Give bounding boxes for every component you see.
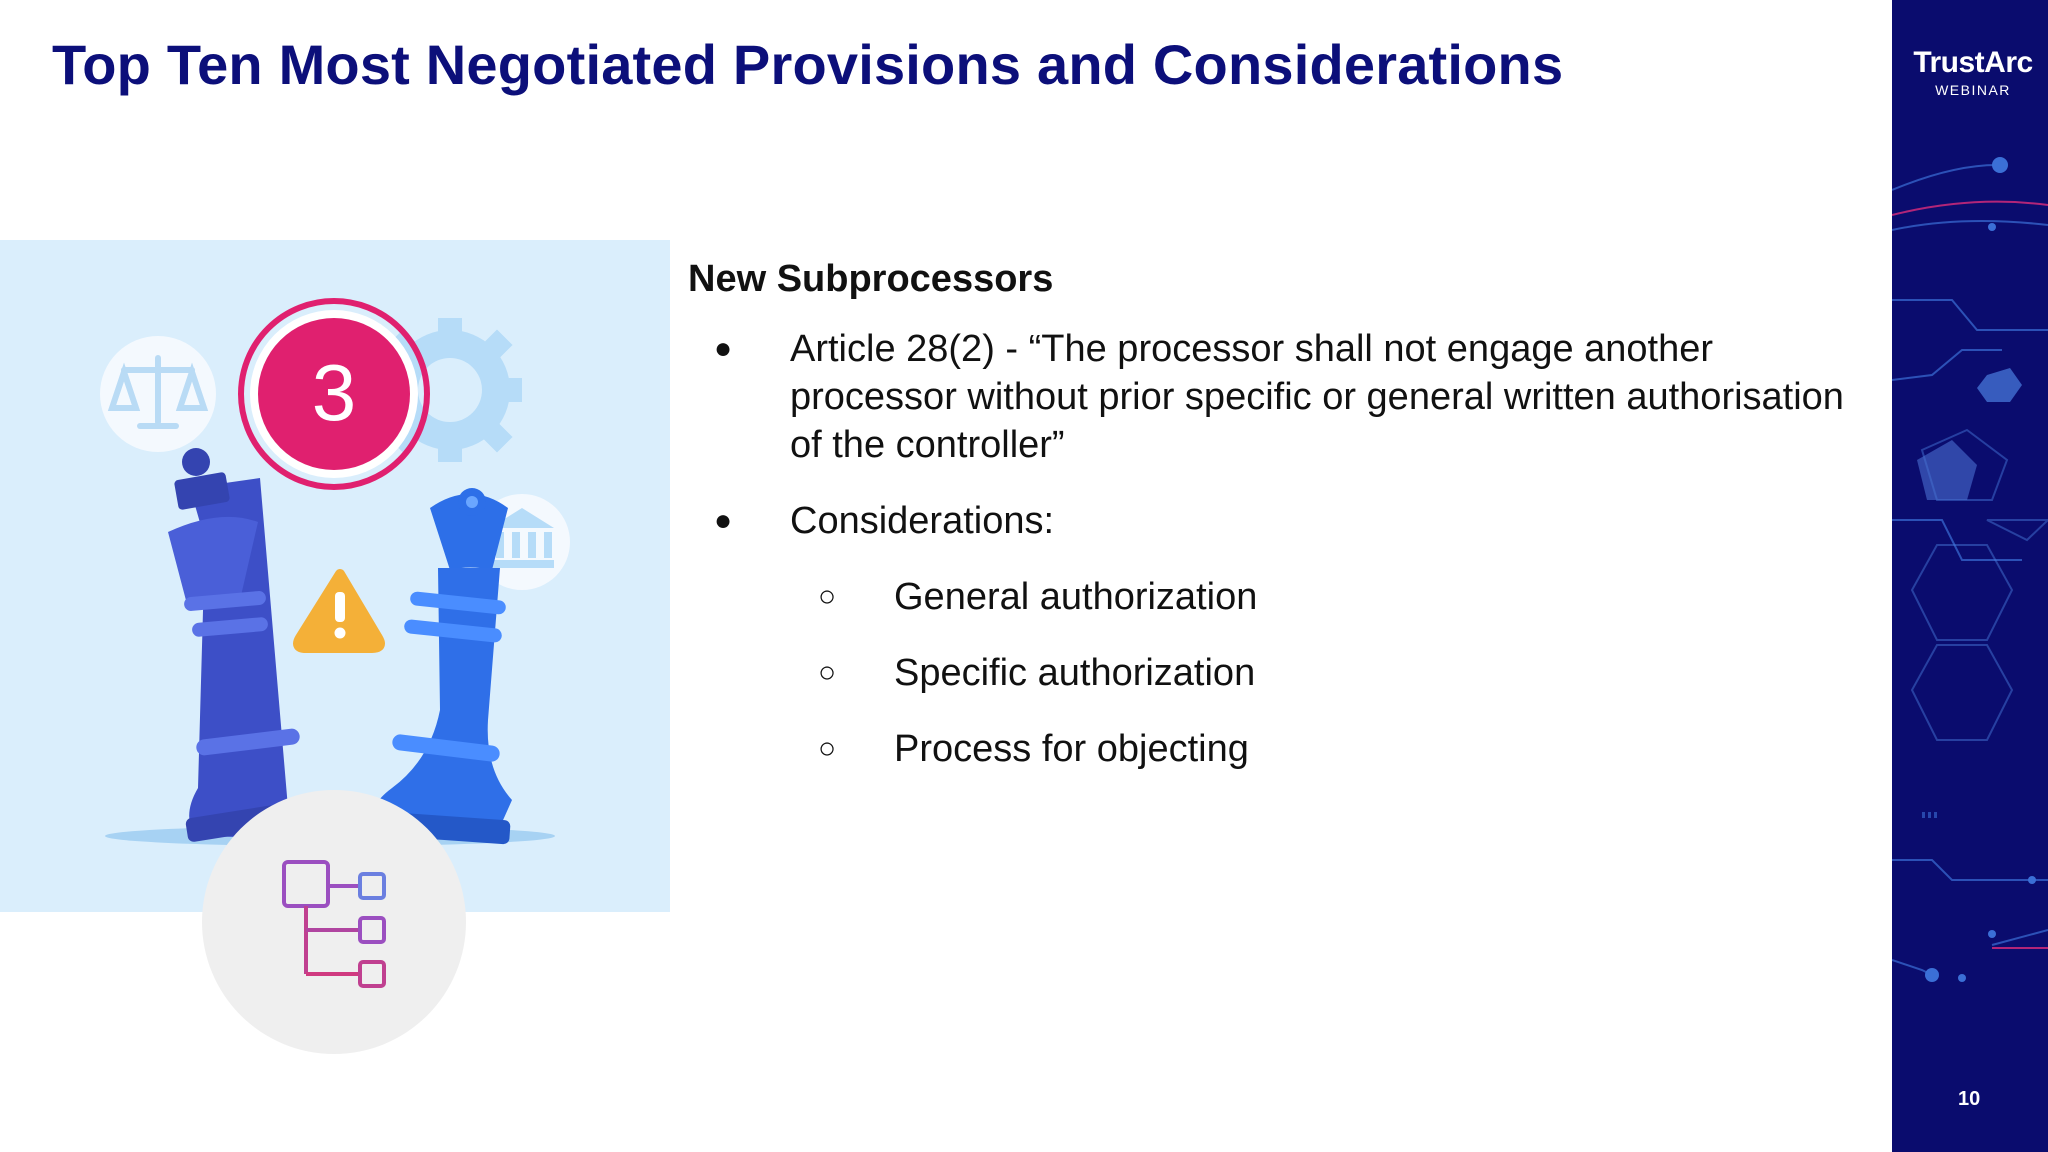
sub-bullet-item: [688, 725, 1848, 773]
circuit-decoration: [1892, 0, 2048, 1152]
bullet-item: [688, 497, 1848, 545]
page-number: 10: [1958, 1088, 1981, 1110]
sub-bullet-item: [688, 649, 1848, 697]
logo-wordmark: TrustArc: [1913, 46, 2033, 79]
queen-chess-piece-icon: [370, 488, 513, 845]
bullet-text: Considerations:: [790, 500, 1055, 542]
sub-bullet-text: Specific authorization: [894, 652, 1256, 694]
sub-bullet-marker: ○: [818, 732, 837, 765]
number-badge: [241, 301, 427, 487]
section-heading: New Subprocessors: [688, 258, 1054, 300]
bullet-marker: ●: [714, 504, 733, 537]
warning-icon: [298, 574, 380, 648]
bullet-item: [688, 325, 1848, 469]
sub-bullet-item: [688, 573, 1848, 621]
content-area: [688, 258, 1848, 801]
slide-title: Top Ten Most Negotiated Provisions and Considerations: [52, 33, 1564, 96]
chess-illustration: [0, 240, 670, 1070]
sub-bullet-marker: ○: [818, 580, 837, 613]
sub-bullet-marker: ○: [818, 656, 837, 689]
right-decorative-band: [1892, 0, 2048, 1152]
hierarchy-icon: [202, 790, 466, 1054]
trustarc-logo: [1908, 46, 2038, 98]
sub-bullet-text: Process for objecting: [894, 728, 1249, 770]
logo-tagline: WEBINAR: [1935, 82, 2011, 98]
bullet-marker: ●: [714, 332, 733, 365]
sub-bullet-text: General authorization: [894, 576, 1258, 618]
scales-icon: [100, 336, 216, 452]
bullet-text: Article 28(2) - “The processor shall not engage another processor without prior specific or general written authorisation of the controller”: [790, 328, 1844, 466]
badge-number: 3: [311, 348, 357, 437]
